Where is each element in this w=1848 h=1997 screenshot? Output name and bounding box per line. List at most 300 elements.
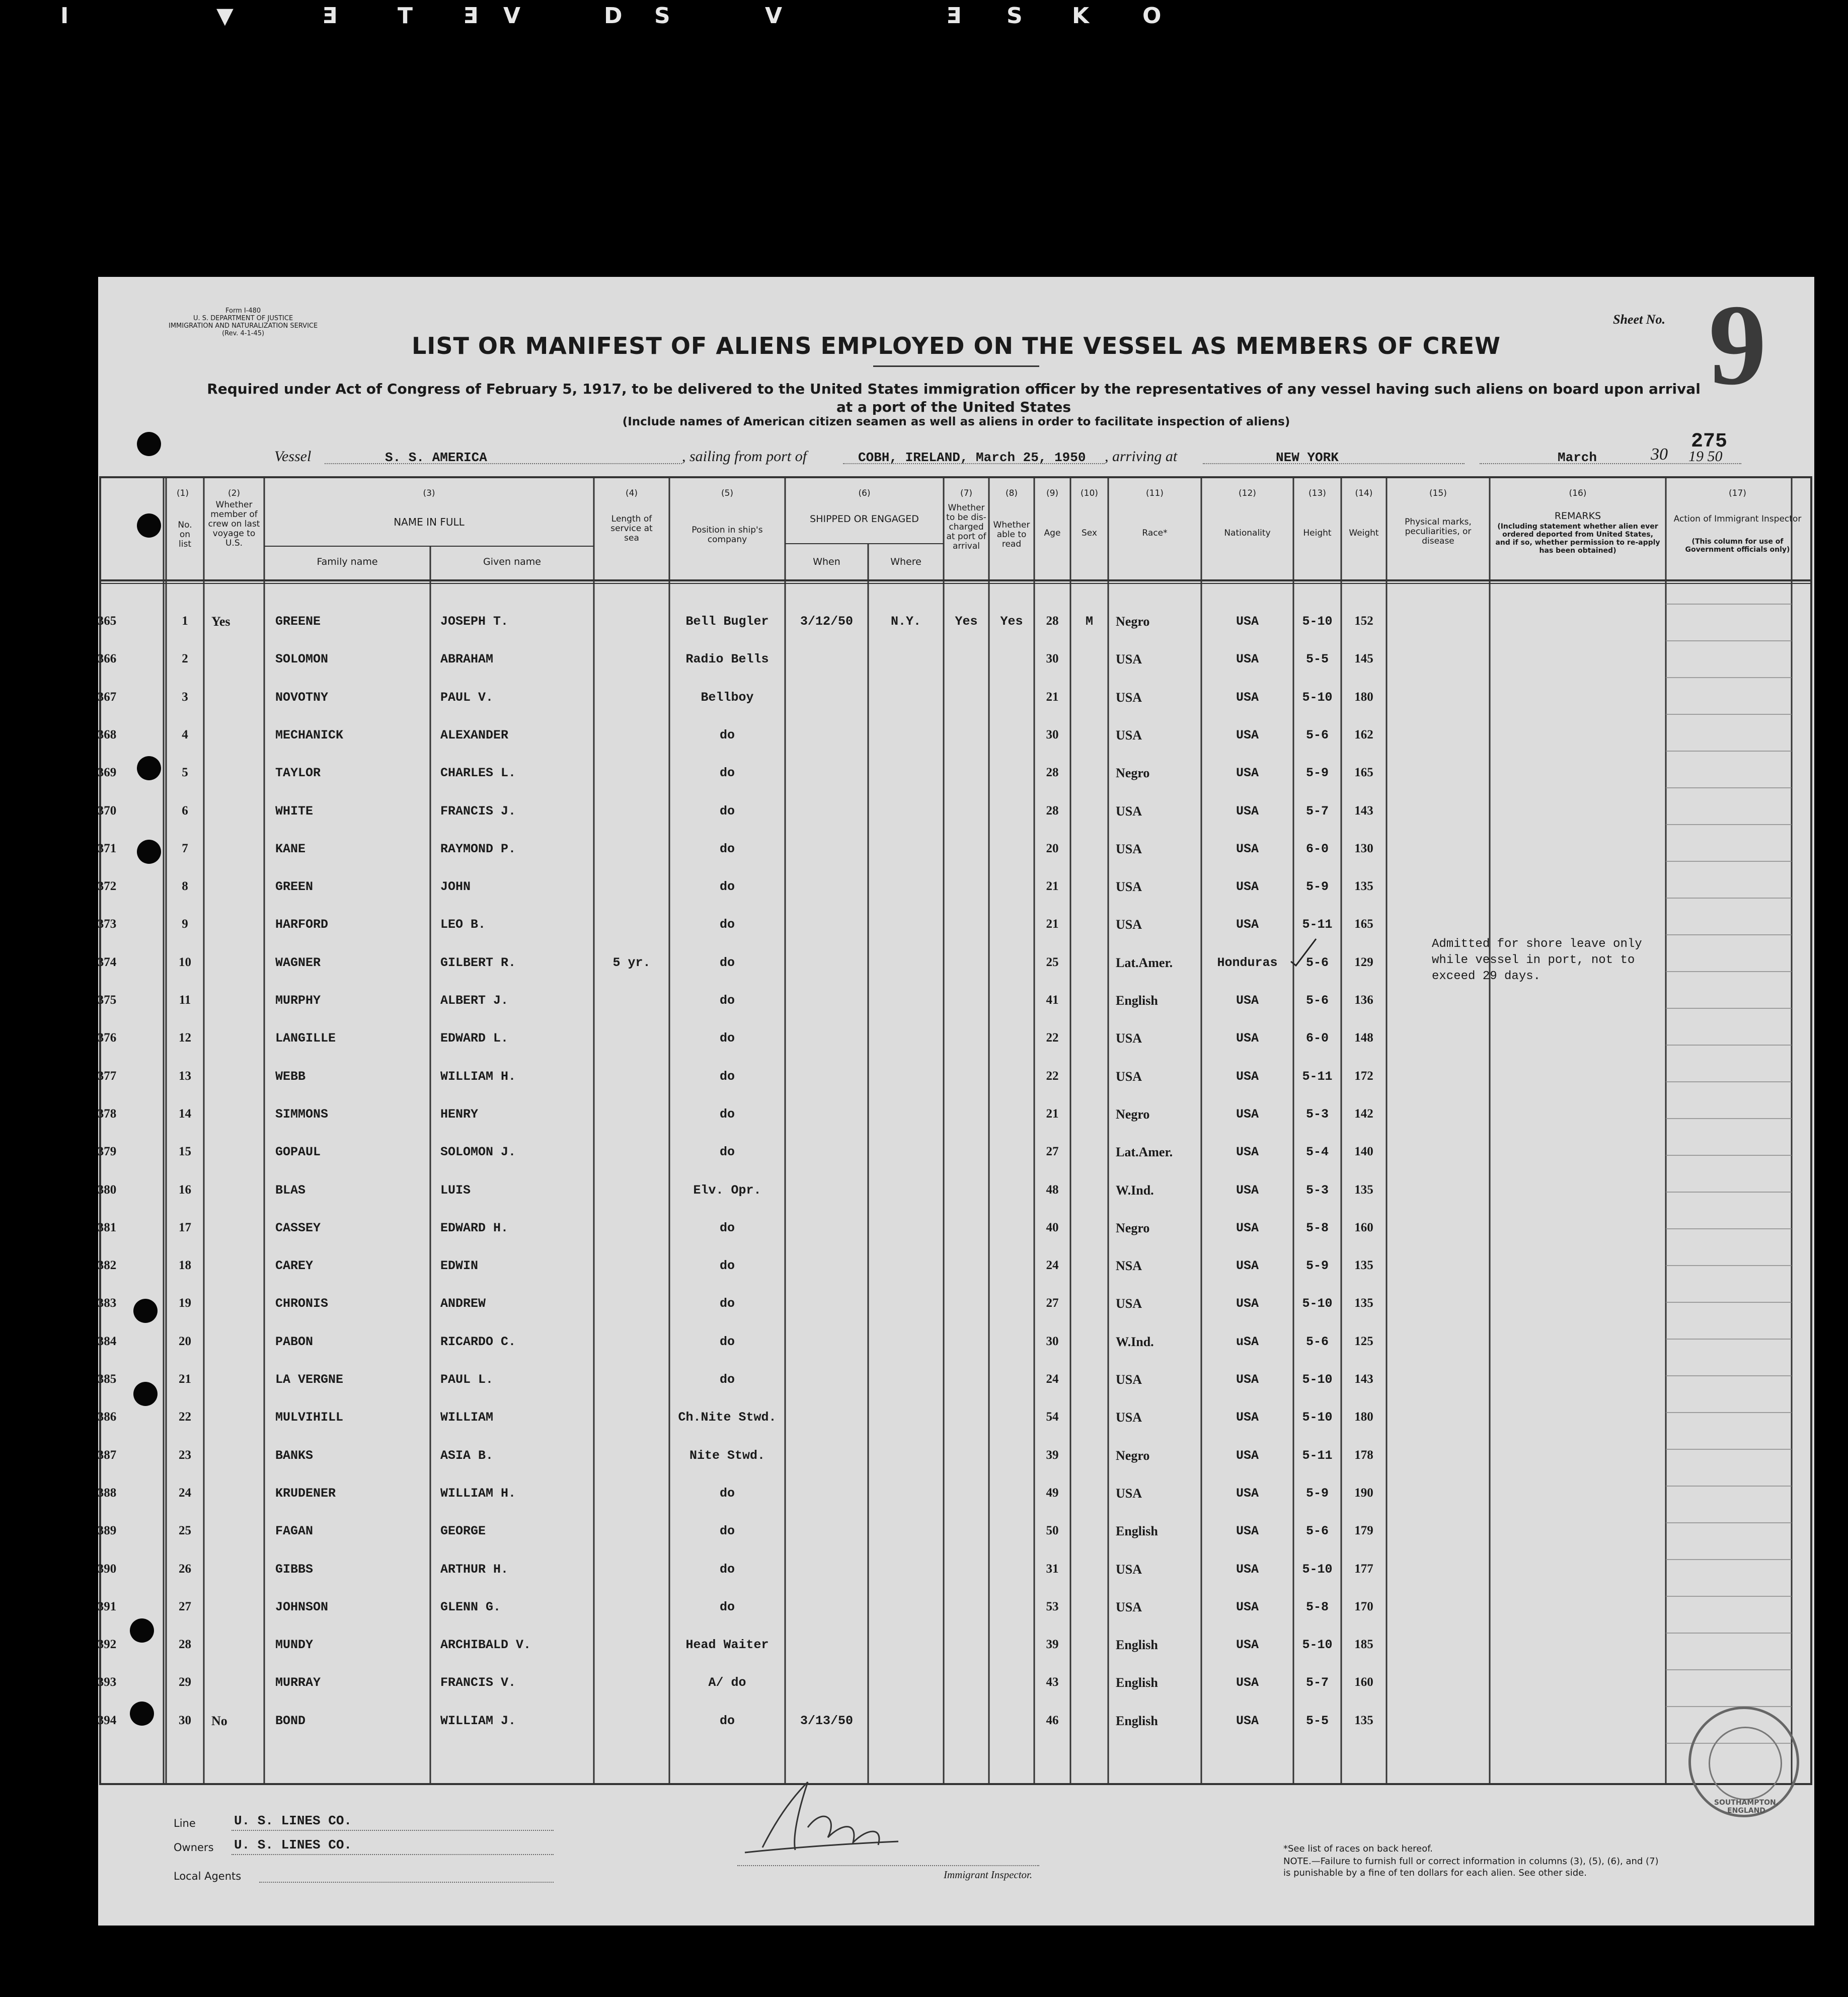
cell-race: Negro bbox=[1116, 614, 1150, 629]
cell-family: SOLOMON bbox=[275, 652, 329, 667]
cell-age: 22 bbox=[1046, 1069, 1059, 1083]
cell-age: 21 bbox=[1046, 690, 1059, 704]
race-note: *See list of races on back hereof. bbox=[1283, 1843, 1433, 1854]
cell-line: 372 bbox=[97, 879, 117, 894]
column-header: REMARKS bbox=[1554, 510, 1601, 522]
cell-family: SIMMONS bbox=[275, 1106, 329, 1122]
cell-height: 5-8 bbox=[1305, 1220, 1329, 1235]
port-stamp bbox=[1688, 1707, 1799, 1817]
cell-height: 5-10 bbox=[1302, 1562, 1333, 1577]
column-number: (3) bbox=[423, 488, 435, 498]
cell-line: 378 bbox=[97, 1106, 117, 1121]
agency-service: IMMIGRATION AND NATURALIZATION SERVICE bbox=[169, 322, 318, 330]
cell-no: 22 bbox=[179, 1410, 191, 1424]
cell-family: TAYLOR bbox=[275, 766, 321, 781]
cell-age: 21 bbox=[1046, 1106, 1059, 1121]
cell-given: SOLOMON J. bbox=[440, 1145, 516, 1160]
column-header: NAME IN FULL bbox=[394, 516, 465, 528]
column-header: Nationality bbox=[1224, 528, 1271, 538]
column-header: Race* bbox=[1142, 528, 1168, 538]
cell-line: 376 bbox=[97, 1031, 117, 1045]
cell-nat: USA bbox=[1236, 917, 1259, 932]
cell-race: USA bbox=[1116, 879, 1142, 895]
cell-family: CASSEY bbox=[275, 1220, 321, 1235]
cell-service: 5 yr. bbox=[612, 955, 651, 970]
cell-position: Nite Stwd. bbox=[689, 1448, 765, 1463]
cell-race: USA bbox=[1116, 1599, 1142, 1614]
cell-age: 24 bbox=[1046, 1372, 1059, 1386]
column-header: Whether to be dis-charged at port of arrival bbox=[946, 503, 986, 551]
cell-position: do bbox=[719, 1486, 735, 1501]
cell-weight: 152 bbox=[1354, 614, 1373, 628]
cell-no: 1 bbox=[182, 614, 188, 628]
cell-age: 39 bbox=[1046, 1448, 1059, 1462]
inclusion-note: (Include names of American citizen seamen as well as aliens in order to facilitate inspection of aliens) bbox=[622, 415, 1290, 428]
cell-height: 6-0 bbox=[1305, 841, 1329, 856]
cell-weight: 129 bbox=[1354, 955, 1373, 969]
cell-race: USA bbox=[1116, 841, 1142, 856]
line-company: U. S. LINES CO. bbox=[234, 1813, 352, 1828]
cell-height: 5-10 bbox=[1302, 690, 1333, 705]
edge-mark: T bbox=[398, 3, 413, 29]
cell-age: 54 bbox=[1046, 1410, 1059, 1424]
cell-family: NOVOTNY bbox=[275, 690, 329, 705]
column-number: (9) bbox=[1046, 488, 1059, 498]
cell-height: 5-8 bbox=[1305, 1599, 1329, 1614]
cell-race: USA bbox=[1116, 1562, 1142, 1577]
cell-given: RICARDO C. bbox=[440, 1334, 516, 1349]
cell-no: 24 bbox=[179, 1486, 191, 1500]
cell-position: do bbox=[719, 1524, 735, 1539]
column-header: Action of Immigrant Inspector bbox=[1673, 514, 1802, 524]
cell-age: 27 bbox=[1046, 1296, 1059, 1310]
cell-given: ABRAHAM bbox=[440, 652, 494, 667]
column-number: (4) bbox=[625, 488, 638, 498]
cell-height: 5-6 bbox=[1305, 727, 1329, 743]
cell-family: LA VERGNE bbox=[275, 1372, 344, 1387]
cell-no: 11 bbox=[179, 993, 191, 1007]
cell-nat: USA bbox=[1236, 803, 1259, 819]
punch-hole bbox=[137, 432, 161, 456]
inspector-signature bbox=[742, 1777, 903, 1858]
punch-hole bbox=[130, 1618, 154, 1643]
cell-race: Negro bbox=[1116, 1220, 1150, 1235]
cell-family: BOND bbox=[275, 1713, 306, 1728]
cell-age: 22 bbox=[1046, 1031, 1059, 1045]
cell-nat: USA bbox=[1236, 1562, 1259, 1577]
punch-hole bbox=[133, 1299, 158, 1323]
sheet-number-label: Sheet No. bbox=[1613, 312, 1665, 327]
cell-position: do bbox=[719, 1259, 735, 1274]
page-title: LIST OR MANIFEST OF ALIENS EMPLOYED ON THE VESSEL AS MEMBERS OF CREW bbox=[411, 332, 1501, 359]
cell-no: 13 bbox=[179, 1069, 191, 1083]
cell-age: 30 bbox=[1046, 652, 1059, 666]
cell-height: 5-11 bbox=[1302, 1069, 1333, 1084]
cell-given: ASIA B. bbox=[440, 1448, 494, 1463]
cell-family: MECHANICK bbox=[275, 727, 344, 743]
cell-position: do bbox=[719, 1372, 735, 1387]
penalty-note: NOTE.—Failure to furnish full or correct information in columns (3), (5), (6), and (7) is punishable by a fine of ten dollars for each alien. See other side. bbox=[1283, 1856, 1659, 1878]
cell-nat: USA bbox=[1236, 1259, 1259, 1274]
cell-given: EDWARD H. bbox=[440, 1220, 509, 1235]
cell-age: 21 bbox=[1046, 879, 1059, 894]
cell-where: N.Y. bbox=[890, 614, 921, 629]
arrival-month: March bbox=[1558, 450, 1597, 465]
edge-mark: Ǝ bbox=[946, 3, 962, 29]
cell-race: USA bbox=[1116, 803, 1142, 819]
cell-line: 385 bbox=[97, 1372, 117, 1386]
cell-nat: USA bbox=[1236, 1182, 1259, 1198]
cell-age: 49 bbox=[1046, 1486, 1059, 1500]
cell-family: PABON bbox=[275, 1334, 314, 1349]
cell-nat: USA bbox=[1236, 766, 1259, 781]
cell-weight: 180 bbox=[1354, 1410, 1373, 1424]
cell-race: English bbox=[1116, 993, 1158, 1008]
cell-weight: 172 bbox=[1354, 1069, 1373, 1083]
column-header: Position in ship's company bbox=[691, 525, 763, 545]
cell-weight: 130 bbox=[1354, 841, 1373, 855]
cell-line: 366 bbox=[97, 652, 117, 666]
cell-no: 17 bbox=[179, 1220, 191, 1234]
cell-line: 365 bbox=[97, 614, 117, 628]
cell-age: 28 bbox=[1046, 766, 1059, 780]
cell-given: EDWIN bbox=[440, 1259, 479, 1274]
local-agents-label: Local Agents bbox=[174, 1870, 242, 1882]
cell-last: No bbox=[211, 1713, 227, 1728]
cell-given: ARTHUR H. bbox=[440, 1562, 509, 1577]
cell-line: 367 bbox=[97, 690, 117, 704]
cell-weight: 135 bbox=[1354, 1182, 1373, 1197]
column-number: (10) bbox=[1081, 488, 1098, 498]
cell-race: USA bbox=[1116, 1372, 1142, 1387]
cell-weight: 160 bbox=[1354, 1220, 1373, 1234]
column-note: (Including statement whether alien ever ordered deported from United States, and if so, whether permission to re-apply has been obtained) bbox=[1495, 523, 1660, 555]
cell-height: 5-6 bbox=[1305, 955, 1329, 970]
cell-position: Radio Bells bbox=[685, 652, 769, 667]
column-subheader: Family name bbox=[317, 556, 378, 567]
edge-mark: K bbox=[1072, 3, 1090, 29]
cell-race: USA bbox=[1116, 1296, 1142, 1311]
cell-race: USA bbox=[1116, 690, 1142, 705]
cell-weight: 180 bbox=[1354, 690, 1373, 704]
cell-race: USA bbox=[1116, 1486, 1142, 1501]
column-number: (12) bbox=[1239, 488, 1256, 498]
cell-given: JOSEPH T. bbox=[440, 614, 509, 629]
edge-mark: S bbox=[654, 3, 670, 29]
cell-no: 20 bbox=[179, 1334, 191, 1348]
cell-race: USA bbox=[1116, 917, 1142, 932]
cell-family: KANE bbox=[275, 841, 306, 856]
edge-mark: ▼ bbox=[216, 3, 234, 29]
cell-age: 30 bbox=[1046, 727, 1059, 742]
cell-age: 39 bbox=[1046, 1638, 1059, 1652]
cell-age: 31 bbox=[1046, 1562, 1059, 1576]
cell-position: do bbox=[719, 1220, 735, 1235]
cell-height: 5-6 bbox=[1305, 1524, 1329, 1539]
cell-height: 5-7 bbox=[1305, 803, 1329, 819]
cell-weight: 165 bbox=[1354, 917, 1373, 931]
cell-no: 28 bbox=[179, 1638, 191, 1652]
cell-weight: 162 bbox=[1354, 727, 1373, 742]
cell-race: USA bbox=[1116, 1410, 1142, 1425]
cell-weight: 148 bbox=[1354, 1031, 1373, 1045]
cell-family: FAGAN bbox=[275, 1524, 314, 1539]
cell-weight: 136 bbox=[1354, 993, 1373, 1007]
cell-height: 5-9 bbox=[1305, 1259, 1329, 1274]
cell-no: 9 bbox=[182, 917, 188, 931]
cell-weight: 135 bbox=[1354, 1259, 1373, 1273]
edge-mark: Ǝ bbox=[463, 3, 479, 29]
cell-nat: USA bbox=[1236, 1145, 1259, 1160]
cell-race: Negro bbox=[1116, 766, 1150, 781]
cell-no: 7 bbox=[182, 841, 188, 855]
cell-discharged: Yes bbox=[955, 614, 978, 629]
column-header: Sex bbox=[1081, 528, 1097, 538]
cell-family: HARFORD bbox=[275, 917, 329, 932]
cell-position: do bbox=[719, 917, 735, 932]
cell-nat: USA bbox=[1236, 841, 1259, 856]
cell-family: CHRONIS bbox=[275, 1296, 329, 1311]
cell-family: GOPAUL bbox=[275, 1145, 321, 1160]
cell-height: 5-4 bbox=[1305, 1145, 1329, 1160]
column-number: (7) bbox=[960, 488, 973, 498]
cell-line: 389 bbox=[97, 1524, 117, 1538]
cell-height: 5-7 bbox=[1305, 1675, 1329, 1690]
cell-nat: USA bbox=[1236, 1486, 1259, 1501]
cell-weight: 135 bbox=[1354, 1713, 1373, 1727]
cell-given: FRANCIS V. bbox=[440, 1675, 516, 1690]
column-header: Age bbox=[1044, 528, 1061, 538]
cell-nat: USA bbox=[1236, 1372, 1259, 1387]
cell-no: 26 bbox=[179, 1562, 191, 1576]
cell-no: 21 bbox=[179, 1372, 191, 1386]
column-number: (8) bbox=[1005, 488, 1018, 498]
cell-family: GREENE bbox=[275, 614, 321, 629]
departure-port: COBH, IRELAND, March 25, 1950 bbox=[858, 450, 1086, 465]
form-revision: (Rev. 4-1-45) bbox=[222, 330, 265, 337]
cell-height: 5-5 bbox=[1305, 652, 1329, 667]
cell-race: W.Ind. bbox=[1116, 1182, 1154, 1198]
cell-no: 27 bbox=[179, 1599, 191, 1613]
cell-given: WILLIAM H. bbox=[440, 1486, 516, 1501]
cell-line: 386 bbox=[97, 1410, 117, 1424]
cell-given: ARCHIBALD V. bbox=[440, 1638, 531, 1653]
cell-weight: 190 bbox=[1354, 1486, 1373, 1500]
cell-weight: 160 bbox=[1354, 1675, 1373, 1689]
cell-position: do bbox=[719, 1145, 735, 1160]
cell-weight: 135 bbox=[1354, 879, 1373, 894]
cell-given: WILLIAM bbox=[440, 1410, 494, 1425]
cell-race: Negro bbox=[1116, 1106, 1150, 1122]
arrival-year: 19 50 bbox=[1688, 448, 1723, 465]
column-header: Length of service at sea bbox=[610, 514, 653, 543]
punch-hole bbox=[130, 1702, 154, 1726]
film-edge-markings bbox=[0, 0, 1848, 30]
cell-weight: 165 bbox=[1354, 766, 1373, 780]
cell-position: do bbox=[719, 1031, 735, 1046]
cell-given: ALEXANDER bbox=[440, 727, 509, 743]
cell-height: 5-10 bbox=[1302, 1638, 1333, 1653]
edge-mark: S bbox=[1007, 3, 1023, 29]
cell-nat: USA bbox=[1236, 1713, 1259, 1728]
cell-nat: USA bbox=[1236, 1410, 1259, 1425]
cell-position: do bbox=[719, 1106, 735, 1122]
cell-line: 371 bbox=[97, 841, 117, 855]
cell-race: English bbox=[1116, 1713, 1158, 1728]
cell-race: Lat.Amer. bbox=[1116, 1145, 1173, 1160]
sailing-label: , sailing from port of bbox=[682, 448, 807, 465]
cell-family: MULVIHILL bbox=[275, 1410, 344, 1425]
cell-position: do bbox=[719, 841, 735, 856]
punch-hole bbox=[137, 513, 161, 538]
cell-height: 5-10 bbox=[1302, 1372, 1333, 1387]
cell-nat: USA bbox=[1236, 993, 1259, 1008]
edge-mark: Ⅴ bbox=[765, 3, 783, 29]
edge-mark: Ǝ bbox=[322, 3, 338, 29]
arrival-day: 30 bbox=[1651, 445, 1668, 464]
cell-height: 5-3 bbox=[1305, 1182, 1329, 1198]
cell-position: do bbox=[719, 1296, 735, 1311]
column-number: (17) bbox=[1729, 488, 1746, 498]
line-label: Line bbox=[174, 1817, 196, 1829]
cell-nat: USA bbox=[1236, 1069, 1259, 1084]
cell-race: USA bbox=[1116, 727, 1142, 743]
cell-no: 2 bbox=[182, 652, 188, 666]
cell-line: 383 bbox=[97, 1296, 117, 1310]
cell-weight: 145 bbox=[1354, 652, 1373, 666]
cell-family: CAREY bbox=[275, 1259, 314, 1274]
remarks-entry: Admitted for shore leave only while vessel in port, not to exceed 29 days. bbox=[1432, 937, 1642, 983]
column-header: Weight bbox=[1349, 528, 1379, 538]
cell-given: LEO B. bbox=[440, 917, 486, 932]
cell-height: 5-11 bbox=[1302, 917, 1333, 932]
cell-no: 30 bbox=[179, 1713, 191, 1727]
cell-height: 5-3 bbox=[1305, 1106, 1329, 1122]
cell-line: 390 bbox=[97, 1562, 117, 1576]
cell-given: WILLIAM H. bbox=[440, 1069, 516, 1084]
cell-line: 392 bbox=[97, 1638, 117, 1652]
column-header: SHIPPED OR ENGAGED bbox=[810, 513, 919, 525]
cell-weight: 140 bbox=[1354, 1145, 1373, 1159]
cell-nat: USA bbox=[1236, 1675, 1259, 1690]
cell-height: 5-9 bbox=[1305, 879, 1329, 895]
cell-position: do bbox=[719, 993, 735, 1008]
cell-nat: USA bbox=[1236, 727, 1259, 743]
cell-weight: 125 bbox=[1354, 1334, 1373, 1348]
cell-family: JOHNSON bbox=[275, 1599, 329, 1614]
cell-no: 4 bbox=[182, 727, 188, 742]
cell-family: BLAS bbox=[275, 1182, 306, 1198]
cell-family: LANGILLE bbox=[275, 1031, 336, 1046]
cell-height: 5-9 bbox=[1305, 1486, 1329, 1501]
column-subheader: Given name bbox=[483, 556, 541, 567]
column-number: (11) bbox=[1146, 488, 1164, 498]
cell-family: WHITE bbox=[275, 803, 314, 819]
cell-weight: 185 bbox=[1354, 1638, 1373, 1652]
cell-family: WEBB bbox=[275, 1069, 306, 1084]
cell-no: 12 bbox=[179, 1031, 191, 1045]
cell-weight: 135 bbox=[1354, 1296, 1373, 1310]
cell-nat: USA bbox=[1236, 1106, 1259, 1122]
cell-line: 394 bbox=[97, 1713, 117, 1727]
cell-position: do bbox=[719, 955, 735, 970]
cell-no: 5 bbox=[182, 766, 188, 780]
column-header: Whether able to read bbox=[993, 520, 1030, 549]
cell-given: GLENN G. bbox=[440, 1599, 501, 1614]
cell-line: 391 bbox=[97, 1599, 117, 1613]
cell-line: 381 bbox=[97, 1220, 117, 1234]
cell-position: do bbox=[719, 1069, 735, 1084]
sheet-number: 9 bbox=[1709, 280, 1766, 409]
cell-line: 374 bbox=[97, 955, 117, 969]
cell-nat: USA bbox=[1236, 1599, 1259, 1614]
cell-line: 368 bbox=[97, 727, 117, 742]
cell-nat: Honduras bbox=[1217, 955, 1278, 970]
cell-age: 24 bbox=[1046, 1259, 1059, 1273]
cell-no: 29 bbox=[179, 1675, 191, 1689]
cell-position: do bbox=[719, 766, 735, 781]
cell-given: PAUL L. bbox=[440, 1372, 494, 1387]
cell-position: do bbox=[719, 1713, 735, 1728]
cell-weight: 170 bbox=[1354, 1599, 1373, 1613]
form-number: Form I-480 bbox=[225, 307, 261, 315]
column-number: (5) bbox=[721, 488, 734, 498]
cell-height: 5-5 bbox=[1305, 1713, 1329, 1728]
column-number: (14) bbox=[1355, 488, 1373, 498]
inspector-label: Immigrant Inspector. bbox=[944, 1869, 1033, 1881]
cell-no: 10 bbox=[179, 955, 191, 969]
cell-no: 6 bbox=[182, 803, 188, 818]
cell-line: 393 bbox=[97, 1675, 117, 1689]
cell-given: RAYMOND P. bbox=[440, 841, 516, 856]
cell-height: 6-0 bbox=[1305, 1031, 1329, 1046]
cell-height: 5-6 bbox=[1305, 1334, 1329, 1349]
cell-position: Ch.Nite Stwd. bbox=[678, 1410, 777, 1425]
cell-race: NSA bbox=[1116, 1259, 1142, 1274]
edge-mark: O bbox=[1142, 3, 1162, 29]
column-note: (This column for use of Government officials only) bbox=[1685, 538, 1790, 554]
cell-given: GILBERT R. bbox=[440, 955, 516, 970]
check-mark bbox=[1288, 936, 1319, 967]
cell-line: 387 bbox=[97, 1448, 117, 1462]
cell-nat: USA bbox=[1236, 652, 1259, 667]
owners-company: U. S. LINES CO. bbox=[234, 1837, 352, 1853]
cell-given: JOHN bbox=[440, 879, 471, 895]
stamp-text: SOUTHAMPTON, ENGLAND bbox=[1714, 1799, 1779, 1815]
cell-no: 19 bbox=[179, 1296, 191, 1310]
cell-given: GEORGE bbox=[440, 1524, 486, 1539]
cell-last: Yes bbox=[211, 614, 230, 629]
cell-given: CHARLES L. bbox=[440, 766, 516, 781]
cell-line: 369 bbox=[97, 766, 117, 780]
cell-height: 5-10 bbox=[1302, 614, 1333, 629]
cell-height: 5-9 bbox=[1305, 766, 1329, 781]
cell-nat: USA bbox=[1236, 614, 1259, 629]
column-number: (6) bbox=[858, 488, 871, 498]
cell-age: 27 bbox=[1046, 1145, 1059, 1159]
column-number: (2) bbox=[227, 488, 241, 498]
column-header: Physical marks, peculiarities, or disease bbox=[1405, 517, 1472, 546]
cell-nat: USA bbox=[1236, 690, 1259, 705]
cell-family: MURRAY bbox=[275, 1675, 321, 1690]
punch-hole bbox=[133, 1382, 158, 1406]
column-header: Height bbox=[1303, 528, 1332, 538]
arrival-port: NEW YORK bbox=[1276, 450, 1339, 465]
cell-race: English bbox=[1116, 1524, 1158, 1539]
cell-when: 3/13/50 bbox=[800, 1713, 854, 1728]
cell-nat: uSA bbox=[1236, 1334, 1259, 1349]
page-number: 275 bbox=[1691, 430, 1728, 453]
